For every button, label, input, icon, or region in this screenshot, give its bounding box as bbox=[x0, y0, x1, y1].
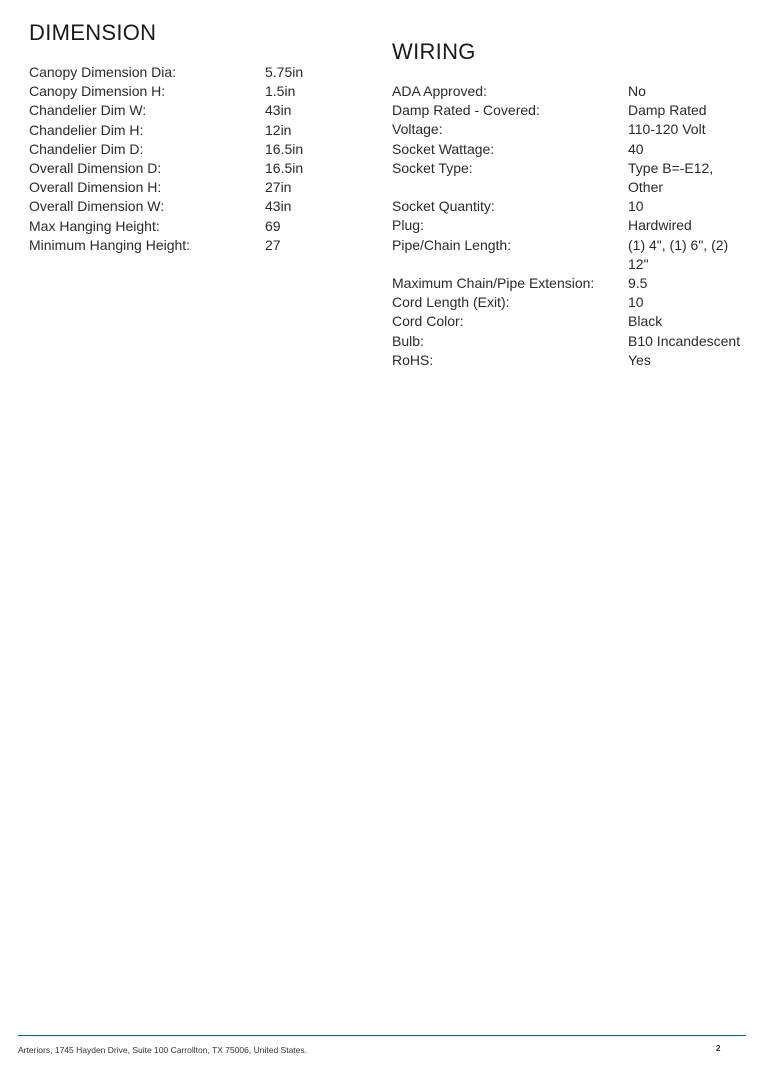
spec-row bbox=[29, 82, 365, 101]
dimension-spec-list bbox=[29, 63, 365, 255]
spec-row bbox=[29, 217, 365, 236]
spec-label: Chandelier Dim D: bbox=[29, 140, 144, 157]
spec-label: Damp Rated - Covered: bbox=[392, 102, 540, 119]
spec-row bbox=[392, 351, 746, 370]
spec-value: 5.75in bbox=[265, 64, 304, 80]
spec-value: B10 Incandescent bbox=[628, 332, 741, 349]
spec-row bbox=[392, 82, 746, 101]
spec-label: Socket Type: bbox=[392, 159, 473, 176]
spec-value: 69 bbox=[265, 217, 281, 234]
spec-row bbox=[29, 101, 365, 120]
spec-label: Cord Length (Exit): bbox=[392, 294, 510, 311]
spec-row bbox=[392, 101, 746, 120]
spec-row bbox=[392, 293, 746, 312]
spec-value: 10 bbox=[628, 198, 644, 215]
spec-row bbox=[392, 236, 746, 274]
spec-row bbox=[29, 63, 365, 82]
spec-value: (1) 4", (1) 6", (2) 12" bbox=[628, 236, 729, 272]
spec-label: ADA Approved: bbox=[392, 83, 487, 99]
spec-label: Maximum Chain/Pipe Extension: bbox=[392, 275, 595, 292]
spec-row bbox=[29, 236, 365, 255]
spec-value: 10 bbox=[628, 294, 644, 311]
spec-value: 110-120 Volt bbox=[628, 121, 706, 138]
spec-label: Chandelier Dim H: bbox=[29, 121, 144, 138]
spec-label: Bulb: bbox=[392, 332, 424, 349]
dimension-title: DIMENSION bbox=[29, 20, 157, 45]
spec-value: Type B=-E12, Other bbox=[628, 159, 714, 196]
spec-row bbox=[392, 159, 746, 197]
spec-value: 43in bbox=[265, 102, 292, 119]
wiring-spec-list bbox=[392, 82, 746, 370]
spec-value: 16.5in bbox=[265, 140, 304, 157]
spec-row bbox=[392, 140, 746, 159]
spec-value: 40 bbox=[628, 140, 644, 157]
spec-row bbox=[29, 178, 365, 197]
spec-label: Overall Dimension D: bbox=[29, 160, 162, 177]
spec-label: Max Hanging Height: bbox=[29, 217, 160, 234]
spec-row bbox=[392, 312, 746, 331]
spec-value: 43in bbox=[265, 198, 292, 215]
spec-label: Chandelier Dim W: bbox=[29, 102, 147, 119]
spec-value: 27in bbox=[265, 179, 292, 196]
spec-value: 12in bbox=[265, 121, 292, 138]
footer-address: Arteriors, 1745 Hayden Drive, Suite 100 Carrollton, TX 75006, United States. bbox=[18, 1045, 307, 1055]
page-number: 2 bbox=[716, 1044, 721, 1053]
spec-value: 9.5 bbox=[628, 275, 648, 292]
spec-value: No bbox=[628, 83, 646, 99]
spec-row bbox=[29, 197, 365, 216]
spec-label: Minimum Hanging Height: bbox=[29, 236, 191, 253]
spec-row bbox=[392, 274, 746, 293]
spec-value: Black bbox=[628, 313, 663, 330]
spec-row bbox=[29, 140, 365, 159]
spec-label: Socket Wattage: bbox=[392, 140, 495, 157]
spec-label: RoHS: bbox=[392, 351, 434, 368]
spec-value: Damp Rated bbox=[628, 102, 707, 119]
footer-divider bbox=[18, 1035, 746, 1036]
spec-value: 27 bbox=[265, 236, 281, 253]
spec-label: Canopy Dimension H: bbox=[29, 83, 166, 100]
spec-label: Voltage: bbox=[392, 121, 443, 138]
spec-label: Overall Dimension H: bbox=[29, 179, 162, 196]
spec-row bbox=[392, 120, 746, 139]
spec-label: Pipe/Chain Length: bbox=[392, 236, 512, 253]
spec-label: Socket Quantity: bbox=[392, 198, 495, 215]
spec-row bbox=[392, 332, 746, 351]
spec-label: Cord Color: bbox=[392, 313, 464, 330]
spec-label: Overall Dimension W: bbox=[29, 198, 165, 215]
spec-row bbox=[392, 216, 746, 235]
spec-row bbox=[392, 197, 746, 216]
spec-row bbox=[29, 121, 365, 140]
spec-value: Hardwired bbox=[628, 217, 692, 234]
spec-label: Plug: bbox=[392, 217, 424, 234]
spec-value: 16.5in bbox=[265, 160, 304, 177]
spec-label: Canopy Dimension Dia: bbox=[29, 64, 177, 80]
wiring-title: WIRING bbox=[392, 39, 476, 64]
spec-value: Yes bbox=[628, 351, 651, 368]
spec-row bbox=[29, 159, 365, 178]
spec-value: 1.5in bbox=[265, 83, 296, 100]
